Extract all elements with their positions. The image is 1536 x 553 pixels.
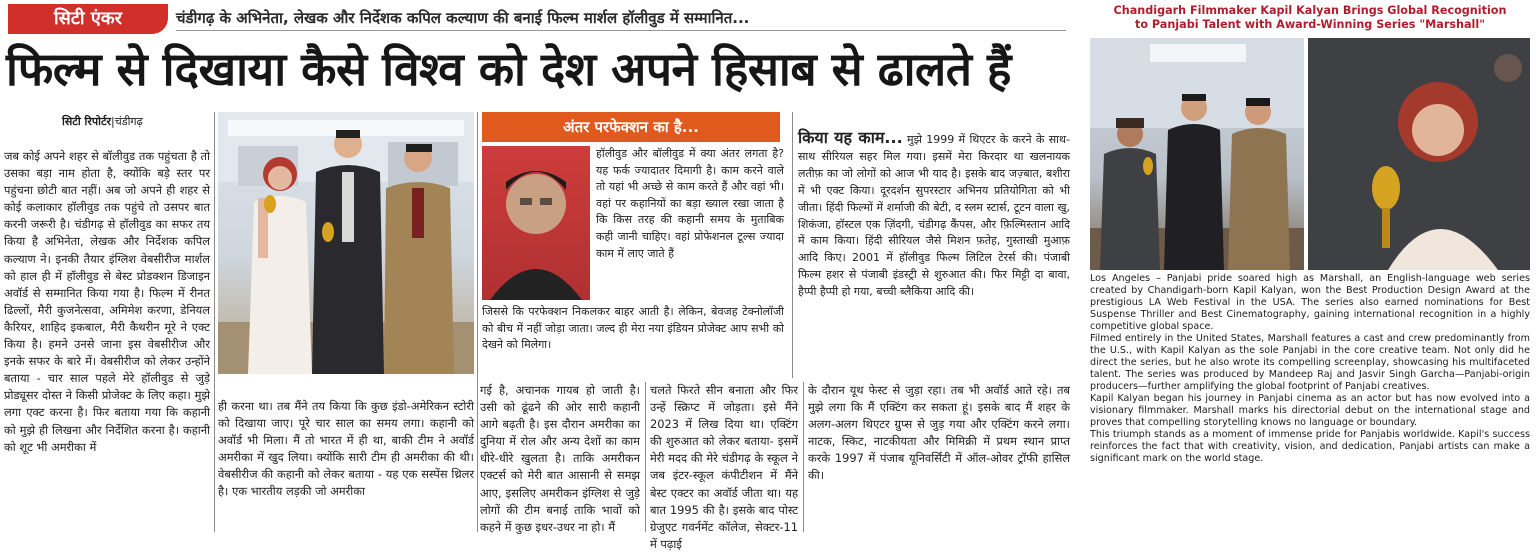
web-title-line-2: to Panjabi Talent with Award-Winning Series "Marshall" xyxy=(1134,18,1486,31)
web-photo-trio xyxy=(1090,38,1304,270)
award-photo-illustration xyxy=(218,112,474,374)
web-photo-trio-illustration xyxy=(1090,38,1304,270)
web-photo-woman-trophy xyxy=(1308,38,1530,270)
web-paragraph: This triumph stands as a moment of immense pride for Panjabis worldwide. Kapil's success reinforces the fact that with creativity, vision, and dedication, Panjabi artists can make a significant mark on the world stage. xyxy=(1090,429,1530,464)
article-column-1: जब कोई अपने शहर से बॉलीवुड तक पहुंचता है तो उसका बड़ा नाम होता है, क्योंकि बड़े स्तर पर पहुंचना छोटी बात नहीं। अब जो अपने ही शहर से कोई कलाकार हॉलीवुड तक पहुंचे तो उसपर बात करनी जरूरी है। चंडीगढ़ से हॉलीवुड का सफर तय किया है अभिनेता, लेखक और निर्देशक कपिल कल्याण ने। इनकी तैयार इंग्लिश वेबसीरीज मार्शल को हाल ही में हॉलीवुड से बेस्ट प्रोडक्शन डिजाइन अवॉर्ड से सम्मानित किया गया है। फिल्म में रीनत ढिल्लों, मैरी कुजनेत्सवा, अमिमेश करणा, डेनियल कैरियर, शाहिद इकबाल, मैरी कैथरीन मूरे ने एक्ट किया है। हमने उनसे जाना इस वेबसीरीज और इनके सफर के बारे में। वेबसीरीज को लेकर उन्होंने बताया - चार साल पहले मेरे हॉलीवुड से जुड़े प्रोड्यूसर दोस्त ने किसी प्रोजेक्ट के लिए कहा। मुझे लगा एक्ट करना है। फिर बताया गया कि कहानी को मुझे ही लिखना और निर्देशित करना है। कहानी को शूट भी अमरीका में xyxy=(4,149,210,454)
web-photo-woman-illustration xyxy=(1308,38,1530,270)
web-article-body xyxy=(1090,273,1530,537)
article-column-3: गई है, अचानक गायब हो जाती है। उसी को ढूंढने की ओर सारी कहानी आगे बढ़ती है। इस दौरान अमरीका का दुनिया में रोल और अन्य देशों का काम धीरे-धीरे खुलता है। ताकि अमरीकन एक्टर्स को मेरी बात आसानी से समझ आए, इसलिए अमरीकन इंग्लिश से जुड़े लोगों की टीम बनाई ताकि भावों को कहने में कुछ इधर-उधर ना हो। मैं xyxy=(480,383,640,534)
career-lead: किया यह काम... xyxy=(798,128,903,147)
inset-box-title: अंतर परफेक्शन का है... xyxy=(482,112,780,142)
career-column xyxy=(798,130,1070,376)
web-title-line-1: Chandigarh Filmmaker Kapil Kalyan Brings Global Recognition xyxy=(1113,4,1507,17)
portrait-illustration xyxy=(482,146,590,300)
web-paragraph: Filmed entirely in the United States, Marshall features a cast and crew predominantly from the U.S., with Kapil Kalyan as the sole Panjabi in the core creative team. Not only did he direct the series, but he also wrote its compelling screenplay, showcasing his multifaceted talent. The series was produced by Mandeep Raj and Jasvir Singh Garcha—Panjabi-origin producers—further amplifying the global footprint of Panjabi creatives. xyxy=(1090,333,1530,392)
article-column-2: ही करना था। तब मैंने तय किया कि कुछ इंडो-अमेरिकन स्टोरी को दिखाया जाए। पूरे चार साल का समय लगा। कहानी को अवॉर्ड भी मिला। मैं तो भारत में ही था, बाकी टीम ने अवॉर्ड अमरीका में खुद लिया। क्योंकि सारी टीम ही अमरीका की थी। वेबसीरीज की कहानी को लेकर बताया - यह एक सस्पेंस थ्रिलर है। एक भारतीय लड़की जो अमरीका xyxy=(218,399,474,499)
web-article-title xyxy=(1084,4,1536,34)
column-divider xyxy=(792,112,793,378)
inset-text: हॉलीवुड और बॉलीवुड में क्या अंतर लगता है? यह फर्क ज्यादातर दिमागी है। काम करने वाले तो यहां भी अच्छे से काम करते हैं और वहां भी। वहां पर कहानियों का बड़ा ख्याल रखा जाता है कि किस तरह की कहानी समय के मुताबिक कही जानी चाहिए। वहां प्रोफेशनल टूल्स ज्यादा काम में लाए जाते हैं xyxy=(596,147,784,260)
byline-place: |चंडीगढ़ xyxy=(111,115,143,128)
byline-name: सिटी रिपोर्टर xyxy=(62,115,111,128)
byline xyxy=(62,112,212,132)
kicker-divider xyxy=(176,30,1066,31)
column-divider xyxy=(477,112,478,532)
kicker-line: चंडीगढ़ के अभिनेता, लेखक और निर्देशक कपिल कल्याण की बनाई फिल्म मार्शल हॉलीवुड में सम्मानित... xyxy=(176,9,750,27)
article-column-5: के दौरान यूथ फेस्ट से जुड़ा रहा। तब भी अवॉर्ड आते रहे। तब मुझे लगा कि मैं एक्टिंग कर सकता हूं। इसके बाद मैं शहर के अलग-अलग थिएटर ग्रुप्स से जुड़ गया और एक्टिंग करने लगा। नाटक, स्किट, नाटकीयता और मिमिक्री में प्रथम स्थान प्राप्त करके 1997 में पंजाब यूनिवर्सिटी में ऑल-ओवर ट्रॉफी हासिल की। xyxy=(808,383,1070,483)
column-divider xyxy=(214,112,215,532)
career-text: मुझे 1999 में थिएटर के करने के साथ-साथ सीरियल सहर मिल गया। इसमें मेरा किरदार था खलनायक लतीफ़ का जो लोगों को आज भी याद है। इसके बाद जज़्बात, बशीरा में भी एक्ट किया। दूरदर्शन सुपरस्टार अभिनय प्रतियोगिता को भी जीता। हिंदी फिल्मों में शर्माजी की बेटी, द स्लम स्टार्स, टूटन वाला खु, शिकंजा, हॉस्टल एक ज़िंदगी, चंडीगढ़ कैंपस, और फ़िल्मिस्तान आदि में काम किया। हिंदी सीरियल जैसे मिशन फ़तेह, गुस्ताखी मुआफ़ आदि किए। 2001 में हॉलीवुड फिल्म लिटिल टेरर्स की। पंजाबी फिल्म हशर से पंजाबी इंडस्ट्री से शुरुआत की। फिर मिट्टी दा बावा, हैप्पी हैप्पी हो गया, बच्ची ब्लैकिया आदि की। xyxy=(798,133,1070,299)
column-divider xyxy=(645,382,646,532)
column-divider xyxy=(803,382,804,532)
web-article xyxy=(1084,0,1536,540)
web-paragraph: Kapil Kalyan began his journey in Panjabi cinema as an actor but has now evolved into a visionary filmmaker. Marshall marks his directorial debut on the international stage and proves that compelling storytelling knows no language or boundary. xyxy=(1090,393,1530,428)
web-paragraph: Los Angeles – Panjabi pride soared high as Marshall, an English-language web series created by Chandigarh-born Kapil Kalyan, won the Best Production Design Award at the prestigious LA Web Festival in the USA. The series also earned nominations for Best Suspense Thriller and Best Cinematography, gaining international recognition in a highly competitive global space. xyxy=(1090,273,1530,332)
inset-text-continued: जिससे कि परफेक्शन निकलकर बाहर आती है। लेकिन, बेवजह टेक्नोलॉजी को बीच में नहीं जोड़ा जाता। जल्द ही मेरा नया इंडियन प्रोजेक्ट आप सभी को देखने को मिलेगा। xyxy=(482,305,784,352)
article-column-4: चलते फिरते सीन बनाता और फिर उन्हें स्क्रिप्ट में जोड़ता। इसे मैंने 2023 में लिख दिया था। एक्टिंग की शुरुआत को लेकर बताया- इसमें मेरी मदद की मेरे चंडीगढ़ के स्कूल ने जब इंटर-स्कूल कंपीटीशन में मैंने बेस्ट एक्टर का अवॉर्ड जीता था। यह बात 1995 की है। इसके बाद पोस्ट ग्रेजुएट गवर्नमेंट कॉलेज, सेक्टर-11 में पढ़ाई xyxy=(650,383,798,551)
headline: फिल्म से दिखाया कैसे विश्व को देश अपने हिसाब से ढालते हैं xyxy=(6,42,1011,96)
award-ceremony-photo xyxy=(218,112,474,374)
section-tag: सिटी एंकर xyxy=(8,4,168,34)
portrait-photo xyxy=(482,146,590,300)
